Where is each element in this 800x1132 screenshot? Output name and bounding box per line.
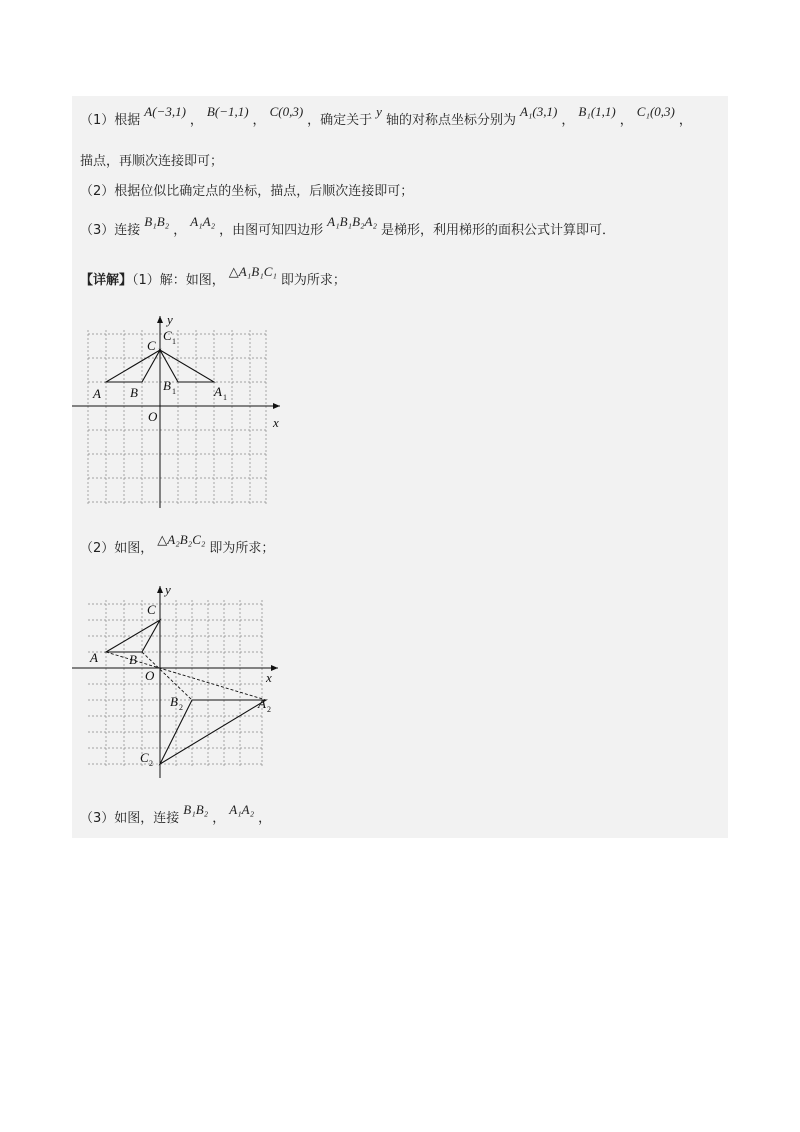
step1-mid2: 轴的对称点坐标分别为 <box>385 113 516 128</box>
detail-line <box>80 264 346 291</box>
part3-prefix: （3）如图，连接 <box>80 811 180 826</box>
fig1-label-b: B <box>130 385 138 400</box>
part3-end: ， <box>258 811 272 826</box>
fig2-sub-a2: 2 <box>267 705 271 714</box>
step3-prefix: （3）连接 <box>80 223 141 238</box>
fig1-label-x: x <box>273 415 279 430</box>
step1-comma: ， <box>678 113 692 128</box>
fig2-label-a: A <box>90 650 98 665</box>
fig2-label-y: y <box>165 582 171 597</box>
step2-line: （2）根据位似比确定点的坐标，描点，后顺次连接即可； <box>80 184 414 199</box>
axis-y: y <box>376 104 382 119</box>
fig2-label-c2: C <box>140 750 149 765</box>
fig1-sub-b1: 1 <box>172 387 176 396</box>
part2-prefix: （2）如图， <box>80 541 154 556</box>
part3-segment-b1b2: B₁B₂ <box>183 802 209 817</box>
point-a: A(−3,1) <box>144 104 186 119</box>
step1-continued: 描点，再顺次连接即可； <box>80 154 224 169</box>
fig2-sub-b2: 2 <box>179 703 183 712</box>
fig1-sub-a1: 1 <box>223 393 227 402</box>
segment-a1a2: A₁A₂ <box>190 214 216 229</box>
step3-mid: ，由图可知四边形 <box>219 223 324 238</box>
figure-1 <box>72 310 292 510</box>
fig1-label-c: C <box>147 338 156 353</box>
fig1-label-a1: A <box>214 384 222 399</box>
part3-line <box>80 802 272 829</box>
point-c: C(0,3) <box>269 104 304 119</box>
triangle-a1b1c1: △A₁B₁C₁ <box>228 264 277 279</box>
step1-mid: ，确定关于 <box>307 113 373 128</box>
fig1-label-o: O <box>148 409 158 424</box>
fig2-label-x: x <box>266 670 272 685</box>
point-c1: C₁(0,3) <box>636 104 675 119</box>
point-b: B(−1,1) <box>206 104 249 119</box>
part2-suffix: 即为所求； <box>209 541 275 556</box>
segment-b1b2: B₁B₂ <box>144 214 170 229</box>
fig2-label-o: O <box>145 668 155 683</box>
part3-sep: ， <box>212 811 226 826</box>
point-a1: A₁(3,1) <box>519 104 558 119</box>
triangle-a2b2c2: △A₂B₂C₂ <box>157 532 206 547</box>
fig2-label-b2: B <box>170 694 178 709</box>
fig2-label-c: C <box>147 602 156 617</box>
fig1-label-b1: B <box>163 378 171 393</box>
step3-line: （3）连接B₁B₂，A₁A₂，由图可知四边形A₁B₁B₂A₂是梯形，利用梯形的面积公式计算即可． <box>80 214 616 238</box>
detail-suffix: 即为所求； <box>280 273 346 288</box>
part3-segment-a1a2: A₁A₂ <box>229 802 255 817</box>
fig2-sub-c2: 2 <box>149 759 153 768</box>
point-b1: B₁(1,1) <box>578 104 616 119</box>
step1-prefix: （1）根据 <box>80 113 141 128</box>
detail-part1: （1）解：如图， <box>132 273 225 288</box>
fig2-label-a2: A <box>258 696 266 711</box>
quad-a1b1b2a2: A₁B₁B₂A₂ <box>327 214 377 229</box>
step3-suffix: 是梯形，利用梯形的面积公式计算即可． <box>381 223 616 238</box>
solution-panel <box>72 96 728 838</box>
detail-label: 【详解】 <box>80 273 133 288</box>
fig1-label-a: A <box>93 386 101 401</box>
fig2-label-b: B <box>129 652 137 667</box>
fig1-sub-c1: 1 <box>172 337 176 346</box>
step1-line: （1）根据A(−3,1)，B(−1,1)，C(0,3)，确定关于y轴的对称点坐标分别为A₁(3,1)，B₁(1,1)，C₁(0,3)， <box>80 104 692 128</box>
part2-line <box>80 532 275 559</box>
figure-2 <box>72 582 292 792</box>
fig1-label-c1: C <box>163 328 172 343</box>
fig1-label-y: y <box>167 312 173 327</box>
